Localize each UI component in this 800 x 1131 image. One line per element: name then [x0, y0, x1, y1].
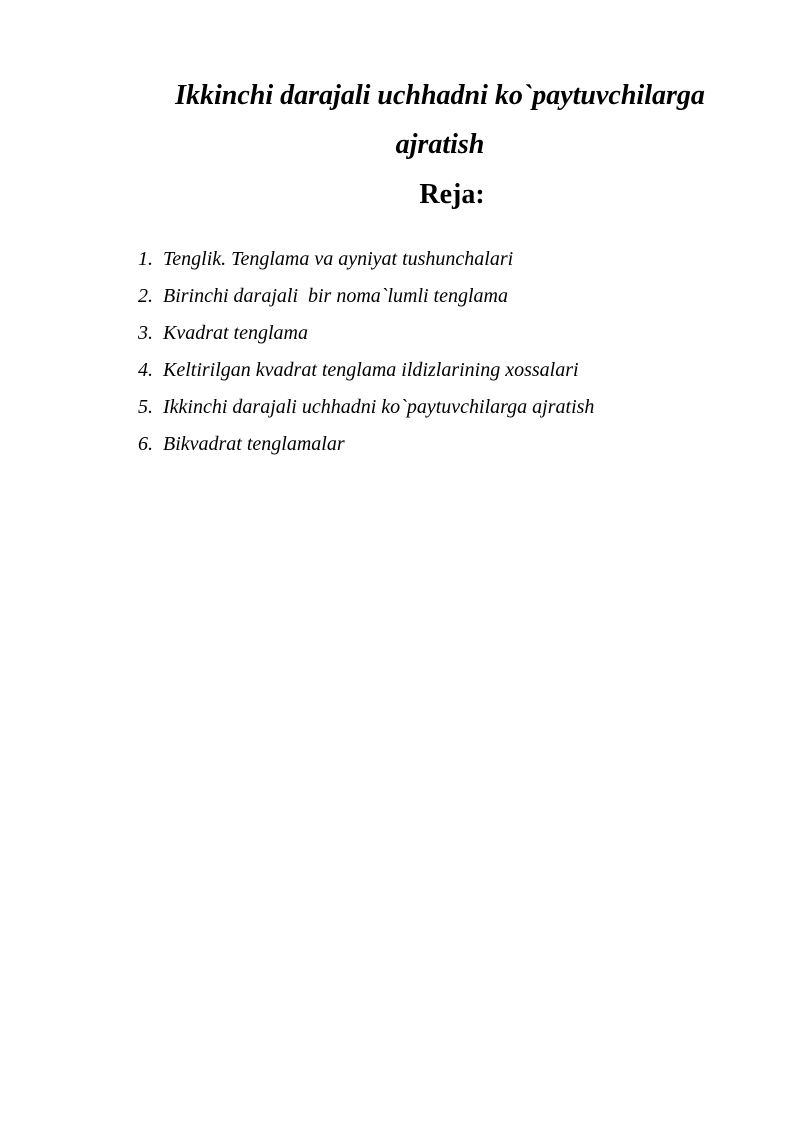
plan-item-text: Kvadrat tenglama [163, 322, 308, 344]
plan-item-number: 5. [138, 396, 153, 418]
plan-item-text: Tenglik. Tenglama va ayniyat tushunchalari [163, 248, 514, 270]
plan-list [138, 247, 594, 469]
plan-item-number: 1. [138, 248, 153, 270]
plan-item [138, 432, 594, 469]
plan-item-text: Birinchi darajali bir noma`lumli tenglama [163, 285, 508, 307]
plan-item-number: 4. [138, 359, 153, 381]
plan-heading: Reja: [419, 179, 485, 210]
plan-item [138, 284, 594, 321]
document-title-line-1: Ikkinchi darajali uchhadni ko`paytuvchilarga [175, 80, 705, 111]
plan-item-number: 3. [138, 322, 153, 344]
document-title-line-2: ajratish [395, 129, 485, 160]
plan-item-number: 2. [138, 285, 153, 307]
plan-item [138, 247, 594, 284]
plan-item [138, 321, 594, 358]
plan-item [138, 395, 594, 432]
plan-item-text: Keltirilgan kvadrat tenglama ildizlarining xossalari [163, 359, 579, 381]
plan-item [138, 358, 594, 395]
plan-item-text: Ikkinchi darajali uchhadni ko`paytuvchilarga ajratish [163, 396, 595, 418]
plan-item-text: Bikvadrat tenglamalar [163, 433, 345, 455]
plan-item-number: 6. [138, 433, 153, 455]
